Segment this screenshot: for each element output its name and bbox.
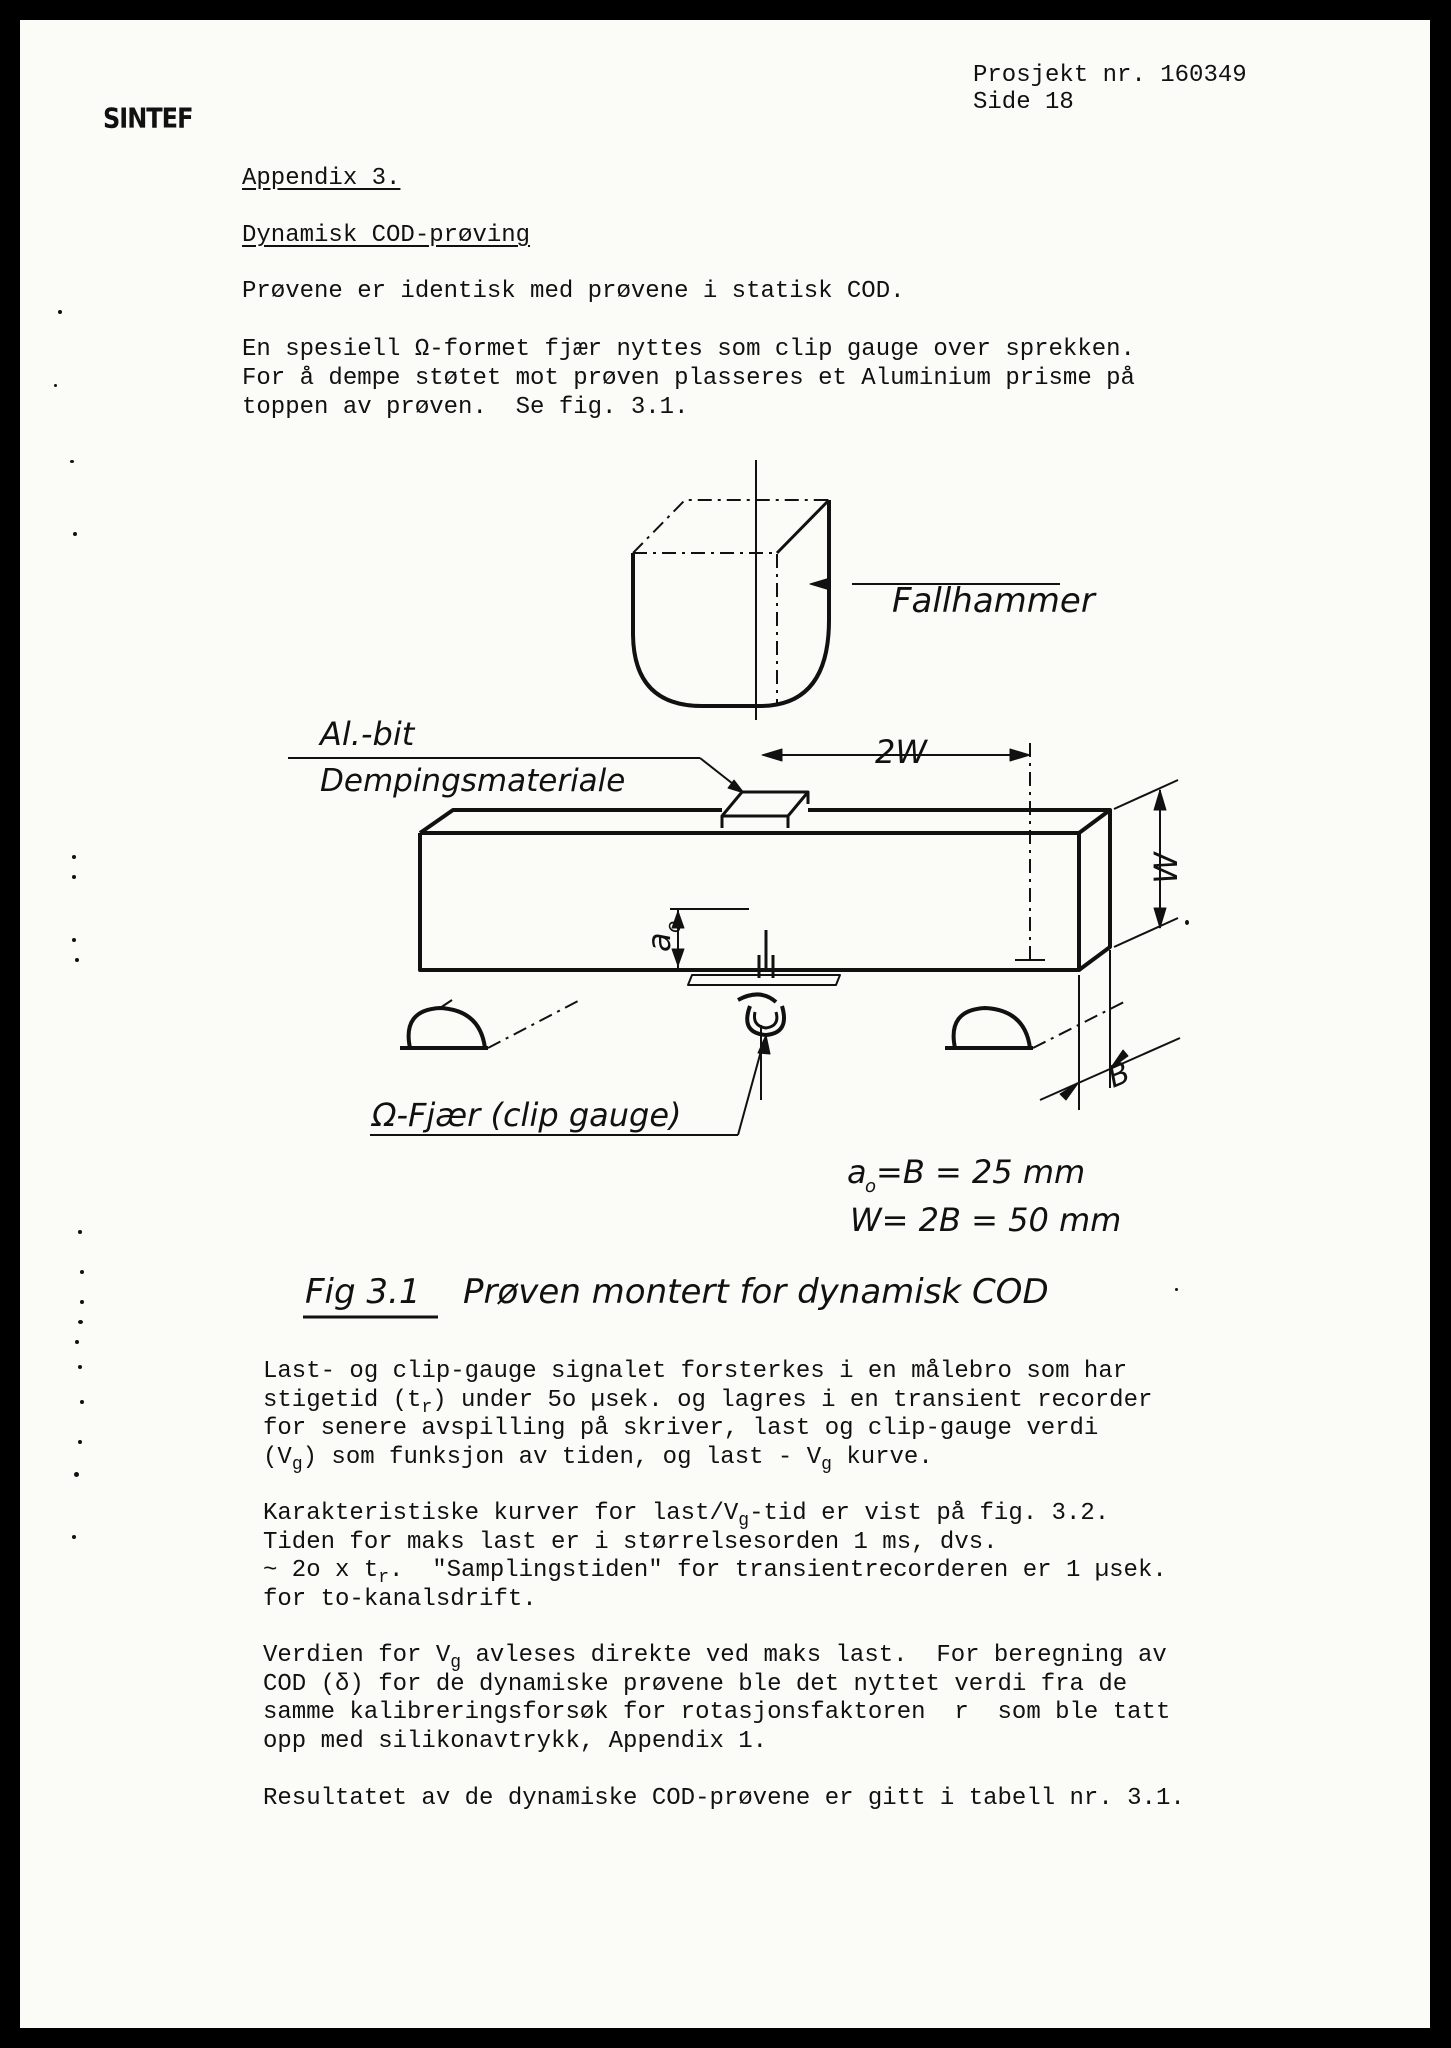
p3-line2: COD (δ) for de dynamiske prøvene ble det nyttet verdi fra de: [263, 1670, 1128, 1698]
svg-text:a: a: [847, 1153, 867, 1191]
support-left: [400, 1000, 580, 1048]
scan-speck: [70, 460, 74, 463]
scan-speck: [1175, 1288, 1178, 1291]
spring-holder: [688, 975, 840, 985]
figure-caption-number: Fig 3.1: [305, 1272, 421, 1312]
p2-line3-sub: r: [378, 1568, 390, 1588]
scan-speck: [78, 1440, 82, 1444]
support-right: [945, 1000, 1128, 1048]
project-number: Prosjekt nr. 160349: [973, 62, 1247, 89]
label-2w: 2W: [875, 733, 927, 771]
intro-p2-line3: toppen av prøven. Se fig. 3.1.: [242, 394, 689, 421]
label-w: W: [1147, 852, 1185, 884]
p1-line2-sub: r: [421, 1397, 433, 1418]
svg-text:o: o: [865, 1176, 877, 1197]
scan-speck: [78, 1365, 82, 1369]
p3-line1b: avleses direkte ved maks last. For beregning av: [461, 1642, 1167, 1669]
p3-line1-sub: g: [450, 1653, 462, 1673]
scan-speck: [80, 1270, 84, 1274]
scan-speck: [75, 1340, 79, 1344]
scan-speck: [72, 855, 76, 859]
scan-speck: [73, 532, 77, 536]
paragraph-curves: [263, 1500, 1167, 1614]
p1-line4a: (V: [263, 1443, 292, 1471]
drop-hammer: [633, 500, 829, 706]
svg-text:o: o: [661, 920, 685, 933]
intro-line: Prøvene er identisk med prøvene i statisk COD.: [242, 278, 905, 305]
p1-line1: Last- og clip-gauge signalet forsterkes i en målebro som har: [263, 1358, 1128, 1385]
p2-line3b: . "Samplingstiden" for transientrecorderen er 1 µsek.: [389, 1557, 1167, 1584]
label-b: B: [1102, 1055, 1136, 1096]
p1-line3: for senere avspilling på skriver, last og clip-gauge verdi: [263, 1415, 1099, 1442]
fallhammer-label: Fallhammer: [892, 581, 1095, 621]
scan-speck: [1185, 920, 1189, 925]
p1-line4-sub: g: [291, 1454, 303, 1475]
scan-speck: [80, 1400, 84, 1404]
p3-line4: opp med silikonavtrykk, Appendix 1.: [263, 1727, 768, 1755]
scan-speck: [72, 938, 76, 942]
dempingsmateriale-label: Dempingsmateriale: [320, 763, 626, 799]
p1-line2b: ) under 5o µsek. og lagres i en transient recorder: [432, 1386, 1153, 1414]
svg-text:=B = 25 mm: =B = 25 mm: [876, 1153, 1086, 1191]
p2-line1a: Karakteristiske kurver for last/V: [263, 1500, 739, 1527]
aluminium-bit: [722, 792, 808, 828]
paragraph-vg: [263, 1642, 1170, 1756]
omega-spring-label: Ω-Fjær (clip gauge): [372, 1096, 682, 1134]
p2-line1-sub: g: [738, 1511, 750, 1531]
dimension-2w: [762, 743, 1045, 960]
svg-text:a: a: [640, 932, 678, 952]
p1-line2a: stigetid (t: [263, 1386, 422, 1414]
scan-speck: [78, 1320, 83, 1324]
p2-line3a: ~ 2o x t: [263, 1557, 379, 1584]
formula-w: W= 2B = 50 mm: [850, 1201, 1122, 1239]
p1-line4-sub2: g: [821, 1454, 832, 1475]
page-number: Side 18: [973, 89, 1074, 116]
section-title: Dynamisk COD-prøving: [242, 222, 531, 249]
paragraph-result: Resultatet av de dynamiske COD-prøvene er gitt i tabell nr. 3.1.: [263, 1785, 1185, 1812]
paragraph-signal: [263, 1358, 1153, 1475]
dimension-a0: [670, 909, 773, 978]
scan-speck: [75, 958, 79, 962]
scan-speck: [80, 1300, 84, 1304]
p1-line4c: kurve.: [831, 1443, 933, 1471]
scan-speck: [78, 1230, 82, 1234]
formula-a0: [847, 1153, 1085, 1197]
intro-p2-line1: En spesiell Ω-formet fjær nyttes som clip gauge over sprekken.: [242, 336, 1135, 363]
p2-line4: for to-kanalsdrift.: [263, 1585, 537, 1613]
scan-speck: [74, 1472, 79, 1477]
figure-caption-text: Prøven montert for dynamisk COD: [463, 1272, 1049, 1312]
document-page: [20, 20, 1430, 2028]
p3-line1a: Verdien for V: [263, 1642, 451, 1669]
scan-speck: [54, 384, 57, 387]
scan-speck: [72, 875, 76, 879]
dimension-b: [1040, 950, 1180, 1110]
scan-speck: [58, 310, 62, 314]
p3-line3: samme kalibreringsforsøk for rotasjonsfaktoren r som ble tatt: [263, 1699, 1171, 1726]
p2-line2: Tiden for maks last er i størrelsesorden 1 ms, dvs.: [263, 1528, 998, 1556]
appendix-title: Appendix 3.: [242, 165, 401, 192]
scan-speck: [72, 1535, 76, 1539]
p1-line4b: ) som funksjon av tiden, og last - V: [302, 1443, 822, 1471]
al-bit-label: Al.-bit: [320, 715, 415, 753]
sintef-logo: SINTEF: [103, 102, 193, 135]
p2-line1b: -tid er vist på fig. 3.2.: [749, 1500, 1110, 1527]
intro-p2-line2: For å dempe støtet mot prøven plasseres et Aluminium prisme på: [242, 365, 1135, 392]
